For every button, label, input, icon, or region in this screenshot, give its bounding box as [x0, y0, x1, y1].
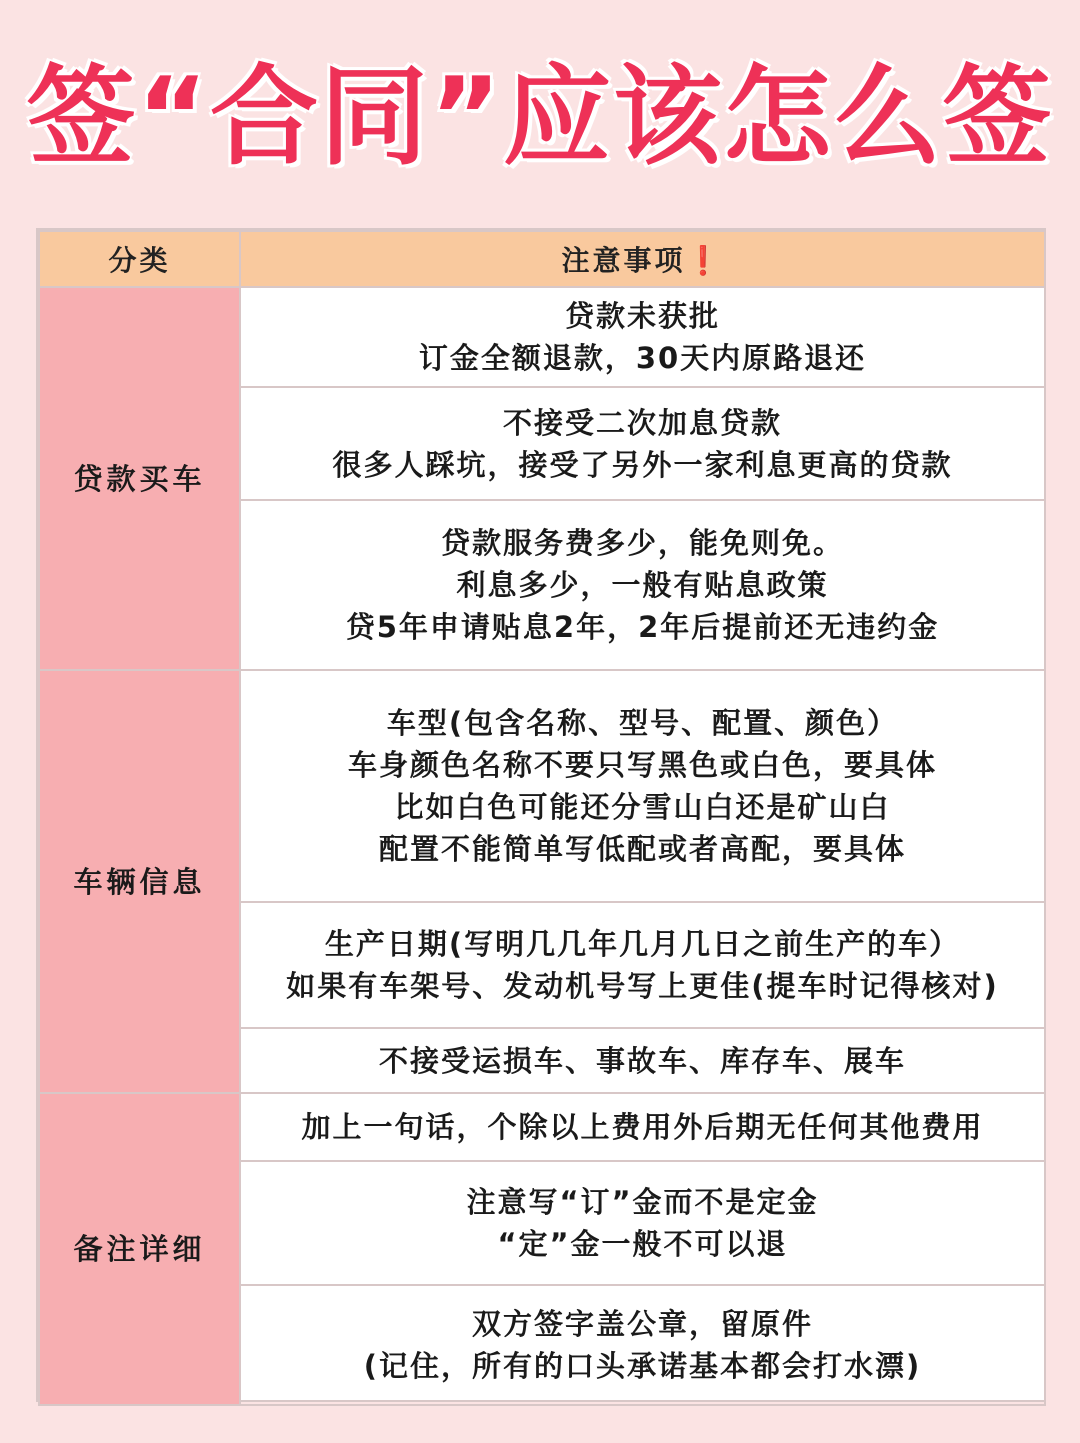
- note-cell: [240, 500, 1045, 670]
- note-cell: [240, 287, 1045, 387]
- note-line: 注意写“订”金而不是定金: [466, 1185, 819, 1219]
- note-line: 贷款服务费多少，能免则免。: [440, 526, 844, 560]
- note-cell: [240, 670, 1045, 902]
- note-cell: [240, 1028, 1045, 1093]
- note-line: 很多人踩坑，接受了另外一家利息更高的贷款: [332, 447, 953, 482]
- note-line: 不接受运损车、事故车、库存车、展车: [378, 1043, 906, 1078]
- header-notes: [240, 231, 1045, 287]
- note-cell: [240, 1285, 1045, 1405]
- note-line: (记住，所有的口头承诺基本都会打水漂): [363, 1349, 922, 1383]
- header-category: 分类: [39, 231, 240, 287]
- note-line: 贷5年申请贴息2年，2年后提前还无违约金: [345, 610, 940, 644]
- note-line: 贷款未获批: [564, 299, 720, 333]
- notes-table: [36, 228, 1046, 1402]
- table-row: [39, 1093, 1045, 1161]
- note-line: 订金全额退款，30天内原路退还: [418, 341, 867, 375]
- note-line: 比如白色可能还分雪山白还是矿山白: [394, 790, 891, 824]
- table-row: [39, 287, 1045, 387]
- note-line: 生产日期(写明几几年几月几日之前生产的车）: [324, 927, 961, 961]
- category-cell: 备注详细: [39, 1093, 240, 1405]
- page-title: 签“合同”应该怎么签: [27, 55, 1053, 180]
- table-header-row: [39, 231, 1045, 287]
- note-cell: [240, 1161, 1045, 1285]
- note-cell: [240, 902, 1045, 1028]
- category-cell: 车辆信息: [39, 670, 240, 1093]
- note-line: 加上一句话，个除以上费用外后期无任何其他费用: [301, 1110, 984, 1144]
- note-line: 车身颜色名称不要只写黑色或白色，要具体: [347, 748, 937, 782]
- note-line: 利息多少，一般有贴息政策: [456, 568, 829, 602]
- note-cell: [240, 387, 1045, 500]
- note-line: “定”金一般不可以退: [497, 1227, 788, 1261]
- note-line: 双方签字盖公章，留原件: [471, 1307, 813, 1341]
- header-notes-label: 注意事项: [561, 244, 686, 277]
- exclamation-icon: ❗: [685, 244, 724, 277]
- note-line: 如果有车架号、发动机号写上更佳(提车时记得核对): [286, 969, 999, 1003]
- note-line: 配置不能简单写低配或者高配，要具体: [378, 832, 906, 866]
- note-line: 车型(包含名称、型号、配置、颜色）: [386, 706, 899, 740]
- note-line: 不接受二次加息贷款: [502, 405, 782, 440]
- table-row: [39, 670, 1045, 902]
- category-cell: 贷款买车: [39, 287, 240, 670]
- note-cell: [240, 1093, 1045, 1161]
